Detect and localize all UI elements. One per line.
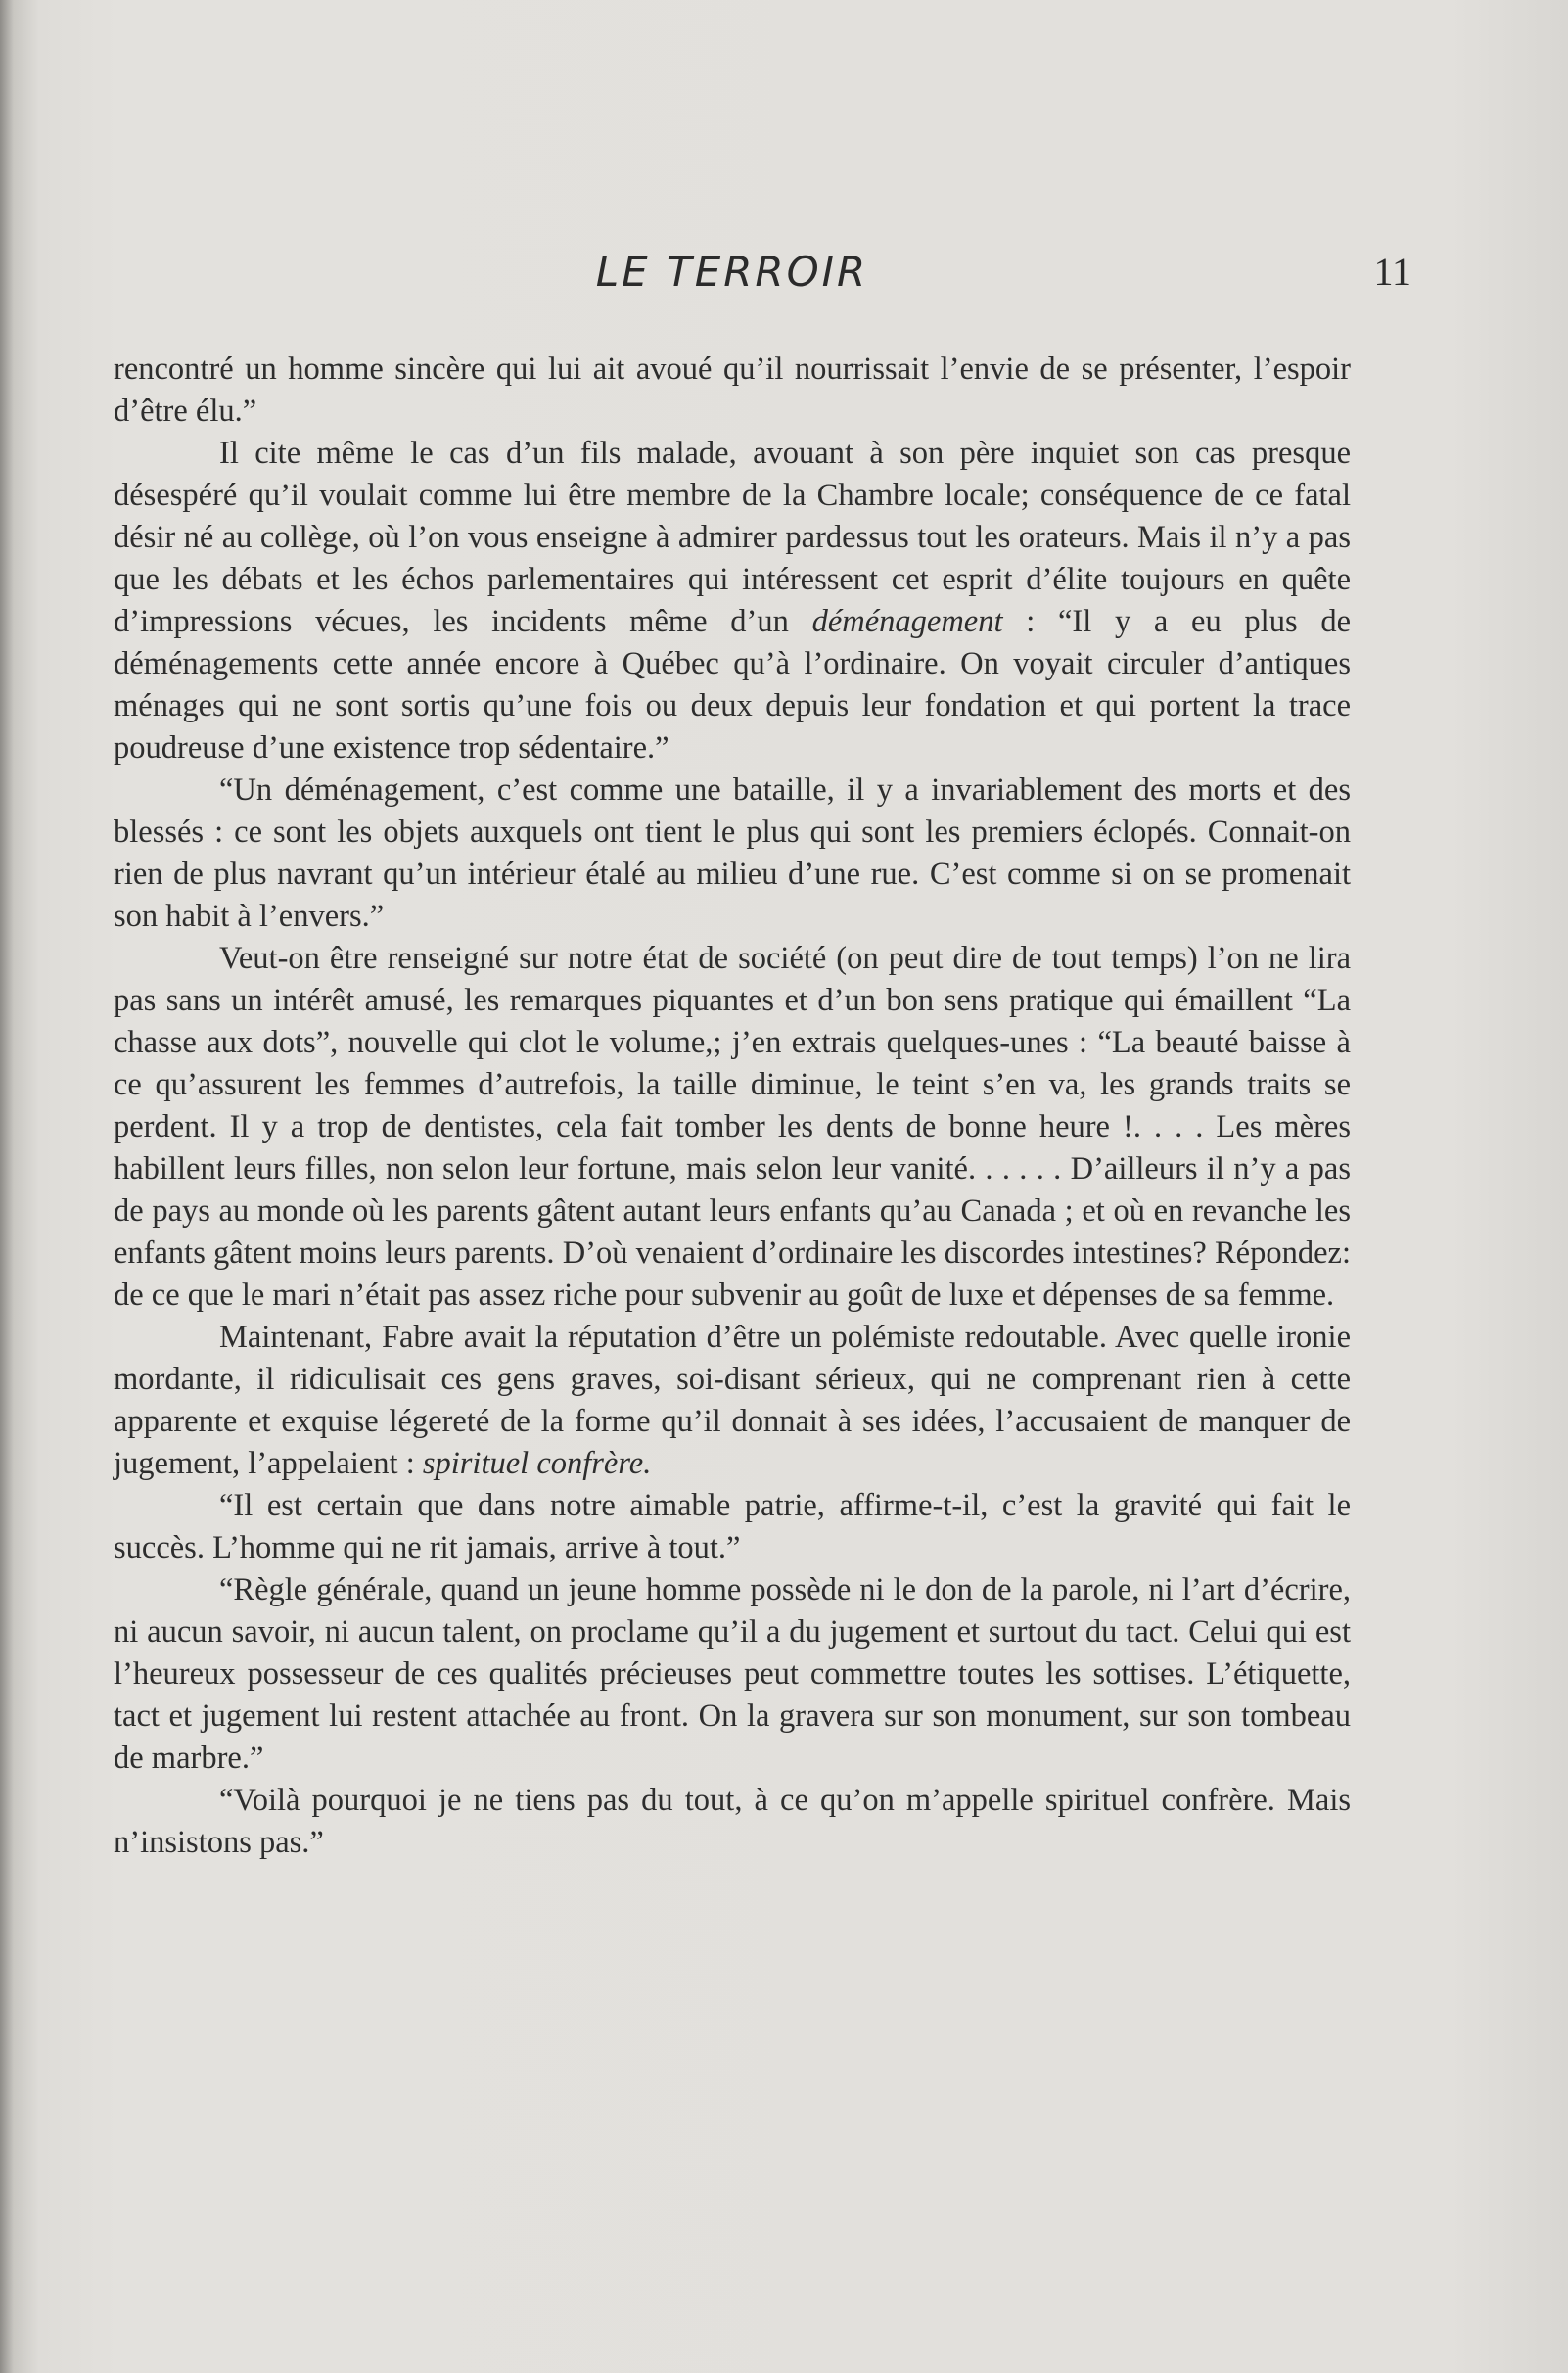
running-head [114,243,1411,302]
body-text [114,349,1351,1864]
page-number: 11 [1373,250,1411,294]
paragraph-text: : “Il y a eu plus de déménagements cette année encore à Québec qu’à l’ordinaire. On voyait circuler d’antiques ménages qui ne sont sortis qu’une fois ou deux depuis leur fondation et qui portent la trace poudreuse d’une existence trop sédentaire.” [114,604,1351,766]
paragraph: rencontré un homme sincère qui lui ait avoué qu’il nourrissait l’envie de se présenter, l’espoir d’être élu.” [114,351,1351,429]
italic-term: spirituel confrère. [422,1446,652,1481]
paragraph [114,433,1351,769]
paragraph: “Un déménagement, c’est comme une bataille, il y a invariablement des morts et des blessés : ce sont les objets auxquels ont tient le plus qui sont les premiers éclopés. Connait-on rien de plus navrant qu’un intérieur étalé au milieu d’une rue. C’est comme si on se promenait son habit à l’envers.” [114,772,1351,934]
running-title: LE TERROIR [595,248,869,296]
paragraph [114,1317,1351,1485]
paragraph: Veut-on être renseigné sur notre état de société (on peut dire de tout temps) l’on ne lira pas sans un intérêt amusé, les remarques piquantes et d’un bon sens pratique qui émaillent “La chasse aux dots”, nouvelle qui clot le volume,; j’en extrais quelques-unes : “La beauté baisse à ce qu’assurent les femmes d’autrefois, la taille diminue, le teint s’en va, les grands traits se perdent. Il y a trop de dentistes, cela fait tomber les dents de bonne heure !. . . . Les mères habillent leurs filles, non selon leur fortune, mais selon leur vanité. . . . . . D’ailleurs il n’y a pas de pays au monde où les parents gâtent autant leurs enfants qu’au Canada ; et où en revanche les enfants gâtent moins leurs parents. D’où venaient d’ordinaire les discordes intestines? Répondez: de ce que le mari n’était pas assez riche pour subvenir au goût de luxe et dépenses de sa femme. [114,941,1351,1313]
paragraph: “Voilà pourquoi je ne tiens pas du tout, à ce qu’on m’appelle spirituel confrère. Mais n’insistons pas.” [114,1783,1351,1860]
paragraph-text: Il cite même le cas d’un fils malade, avouant à son père inquiet son cas presque désespéré qu’il voulait comme lui être membre de la Chambre locale; conséquence de ce fatal désir né au collège, où l’on vous enseigne à admirer pardessus tout les orateurs. Mais il n’y a pas que les débats et les échos parlementaires qui intéressent cet esprit d’élite toujours en quête d’impressions vécues, les incidents même d’un [114,436,1351,639]
paragraph: “Il est certain que dans notre aimable patrie, affirme-t-il, c’est la gravité qui fait le succès. L’homme qui ne rit jamais, arrive à tout.” [114,1488,1351,1565]
paragraph: “Règle générale, quand un jeune homme possède ni le don de la parole, ni l’art d’écrire, ni aucun savoir, ni aucun talent, on proclame qu’il a du jugement et surtout du tact. Celui qui est l’heureux possesseur de ces qualités précieuses peut commettre toutes les sottises. L’étiquette, tact et jugement lui restent attachée au front. On la gravera sur son monument, sur son tombeau de marbre.” [114,1572,1351,1776]
paragraph-text: Maintenant, Fabre avait la réputation d’être un polémiste redoutable. Avec quelle ironie mordante, il ridiculisait ces gens graves, soi-disant sérieux, qui ne comprenant rien à cette apparente et exquise légereté de la forme qu’il donnait à ses idées, l’accusaient de manquer de jugement, l’appelaient : [114,1320,1351,1481]
italic-term: déménagement [811,604,1003,639]
